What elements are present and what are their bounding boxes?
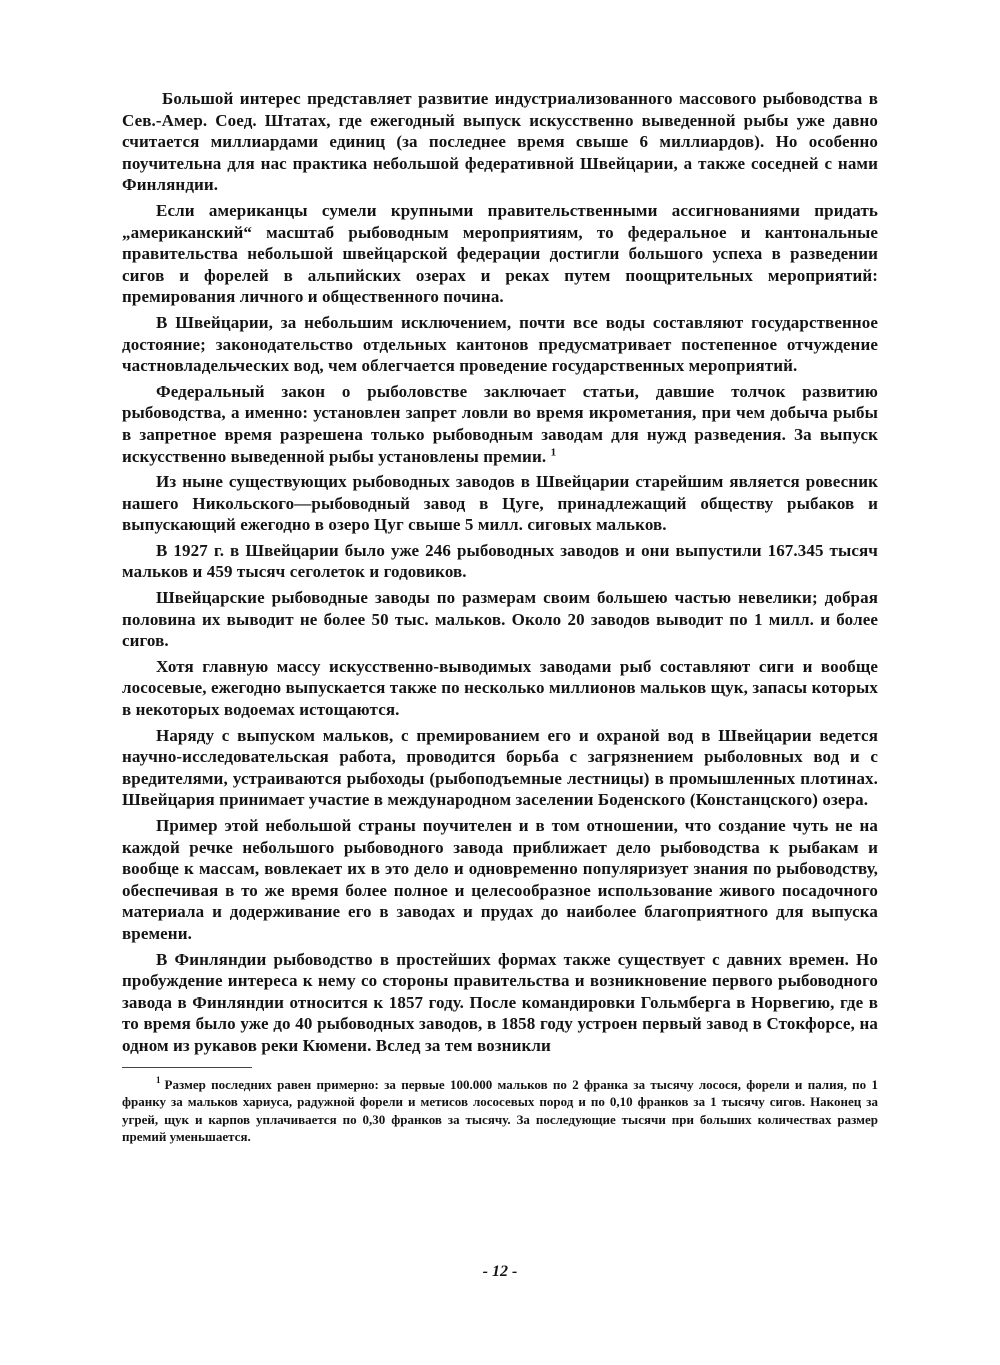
paragraph-with-footnote bbox=[122, 381, 878, 467]
paragraph: В Финляндии рыбоводство в простейших формах также существует с давних времен. Но пробуждение интереса к нему со стороны правительства и возникновение первого рыбоводного завода в Финляндии относится к 1857 году. После командировки Гольмберга в Норвегию, где в то время было уже до 40 рыбоводных заводов, в 1858 году устроен первый завод в Стокфорсе, на одном из рукавов реки Кюмени. Вслед за тем возникли bbox=[122, 949, 878, 1055]
page-number: - 12 - bbox=[482, 1263, 518, 1280]
paragraph: Швейцарские рыбоводные заводы по размерам своим большею частью невелики; добрая половина их выводит не более 50 тыс. мальков. Около 20 заводов выводит по 1 милл. и более сигов. bbox=[122, 588, 878, 651]
paragraph: Наряду с выпуском мальков, с премированием его и охраной вод в Швейцарии ведется научно-исследовательская работа, проводится борьба с загрязнением рыболовных вод и с вредителями, устраиваются рыбоходы (рыбоподъемные лестницы) в промышленных плотинах. Швейцария принимает участие в международном заселении Боденского (Констанцского) озера. bbox=[122, 725, 878, 810]
paragraph: В 1927 г. в Швейцарии было уже 246 рыбоводных заводов и они выпустили 167.345 тысяч мальков и 459 тысяч сеголеток и годовиков. bbox=[122, 540, 878, 582]
footnote-text: Размер последних равен примерно: за первые 100.000 мальков по 2 франка за тысячу лосося, форели и палия, по 1 франку за мальков хариуса, радужной форели и метисов лососевых пород и по 0,10 франков за 1 тысячу сигов. Наконец за угрей, щук и карпов уплачивается по 0,30 франков за тысячу. За последующие тысячи при больших количествах размер премий уменьшается. bbox=[122, 1076, 878, 1145]
footnote-mark: 1 bbox=[156, 1075, 161, 1086]
paragraph: Пример этой небольшой страны поучителен и в том отношении, что создание чуть не на каждой речке небольшого рыбоводного завода приближает дело рыбоводства к рыбакам и вообще к массам, вовлекает их в это дело и одновременно популяризует знания по рыбоводству, обеспечивая в то же время более полное и целесообразное использование живого посадочного материала и додерживание его в заводах и прудах до наиболее благоприятного для выпуска времени. bbox=[122, 816, 878, 943]
footnote-reference: 1 bbox=[550, 445, 557, 458]
paragraph: Хотя главную массу искусственно-выводимых заводами рыб составляют сиги и вообще лососевые, ежегодно выпускается также по несколько миллионов мальков щук, запасы которых в некоторых водоемах истощаются. bbox=[122, 656, 878, 720]
footnote-divider bbox=[122, 1067, 252, 1068]
footnote bbox=[122, 1076, 878, 1146]
paragraph: Большой интерес представляет развитие индустриализованного массового рыбоводства в Сев.-Амер. Соед. Штатах, где ежегодный выпуск искусственно выведенной рыбы уже давно считается миллиардами единиц (за последнее время свыше 6 миллиардов). Но особенно поучительна для нас практика небольшой федеративной Швейцарии, а также соседней с нами Финляндии. bbox=[122, 89, 878, 195]
paragraph: Если американцы сумели крупными правительственными ассигнованиями придать „американский“ масштаб рыбоводным мероприятиям, то федеральное и кантональные правительства небольшой швейцарской федерации достигли большого успеха в разведении сигов и форелей в альпийских озерах и реках путем поощрительных мероприятий: премирования личного и общественного почина. bbox=[122, 200, 878, 307]
paragraph: Из ныне существующих рыбоводных заводов в Швейцарии старейшим является ровесник нашего Никольского—рыбоводный завод в Цуге, принадлежащий обществу рыбаков и выпускающий ежегодно в озеро Цуг свыше 5 милл. сиговых мальков. bbox=[122, 472, 878, 535]
paragraph-text: Федеральный закон о рыболовстве заключает статьи, давшие толчок развитию рыбоводства, а именно: установлен запрет ловли во время икрометания, при чем добыча рыбы в запретное время разрешена только рыбоводным заводам для нужд разведения. За выпуск искусственно выведенной рыбы установлены премии. bbox=[122, 381, 878, 466]
page-body bbox=[122, 88, 878, 1146]
paragraph: В Швейцарии, за небольшим исключением, почти все воды составляют государственное достояние; законодательство отдельных кантонов предусматривает постепенное отчуждение частновладельческих вод, чем облегчается проведение государственных мероприятий. bbox=[122, 312, 878, 376]
